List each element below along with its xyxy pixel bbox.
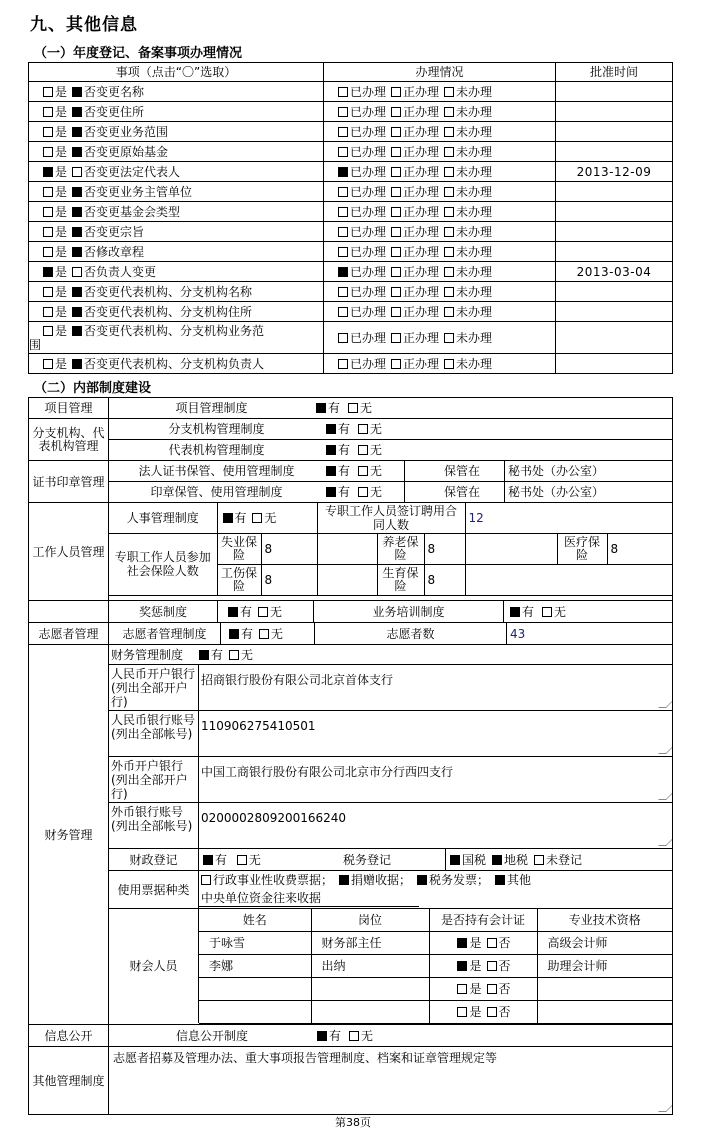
fx-account-label: 外币银行账号(列出全部帐号) (109, 803, 199, 848)
status-notdone-radio[interactable]: 未办理 (442, 357, 492, 371)
col-header-item: 事项（点击“〇”选取） (29, 63, 324, 82)
cert-no-radio[interactable]: 无 (356, 464, 382, 478)
staff-qualification[interactable] (537, 1000, 672, 1023)
item-label: 变更业务主管单位 (96, 184, 193, 199)
branch-system-label: 分支机构管理制度 (168, 422, 265, 436)
staff-post[interactable]: 财务部主任 (311, 931, 429, 954)
staff-mgmt-label: 工作人员管理 (29, 503, 109, 601)
fiscal-reg-label: 财政登记 (109, 849, 199, 870)
item-yes-radio[interactable]: 是 (41, 285, 67, 299)
volunteer-mgmt-label: 志愿者管理 (29, 623, 109, 645)
item-yes-radio[interactable]: 是 (41, 105, 67, 119)
medical-label: 医疗保险 (557, 533, 607, 564)
volunteer-count-label: 志愿者数 (315, 623, 507, 644)
rep-office-system-label: 代表机构管理制度 (168, 443, 265, 457)
hr-system-label: 人事管理制度 (109, 503, 217, 533)
item-no-radio[interactable]: 否 (70, 165, 96, 179)
seal-system-label: 印章保管、使用管理制度 (150, 485, 283, 499)
item-label-cont: 围 (29, 337, 42, 352)
donation-receipt-checkbox[interactable]: 捐赠收据； (337, 873, 411, 887)
item-yes-radio[interactable]: 是 (41, 245, 67, 259)
status-done-radio[interactable]: 已办理 (336, 225, 386, 239)
reward-system-label: 奖惩制度 (138, 604, 187, 619)
staff-post[interactable] (311, 977, 429, 1000)
project-mgmt-yes-radio[interactable]: 有 (314, 401, 340, 415)
staff-qualification[interactable] (537, 977, 672, 1000)
item-label: 变更业务范围 (96, 124, 169, 139)
status-notdone-radio[interactable]: 未办理 (442, 285, 492, 299)
status-done-radio[interactable]: 已办理 (336, 185, 386, 199)
status-doing-radio[interactable]: 正办理 (389, 245, 439, 259)
staff-name[interactable]: 李娜 (199, 954, 311, 977)
insurance-label: 专职工作人员参加社会保险人数 (109, 533, 217, 595)
national-tax-checkbox[interactable]: 国税 (448, 853, 486, 867)
staff-col-qual: 专业技术资格 (537, 909, 672, 931)
approval-date[interactable] (556, 142, 673, 162)
section-title: 九、其他信息 (30, 15, 138, 35)
project-mgmt-label: 项目管理 (29, 398, 109, 419)
staff-name[interactable] (199, 977, 311, 1000)
training-yes-radio[interactable]: 有 (508, 605, 534, 619)
finance-staff-table (199, 909, 672, 1024)
volunteer-count-value[interactable]: 43 (510, 626, 526, 641)
other-receipt-field[interactable]: 中央单位资金往来收据 (199, 889, 419, 907)
status-done-radio[interactable]: 已办理 (336, 165, 386, 179)
status-done-radio[interactable]: 已办理 (336, 357, 386, 371)
training-system-label: 业务培训制度 (313, 601, 503, 622)
cert-no-radio[interactable]: 否 (485, 1005, 511, 1019)
branch-mgmt-label: 分支机构、代表机构管理 (29, 419, 109, 461)
item-yes-radio[interactable]: 是 (41, 305, 67, 319)
finance-staff-row (199, 977, 672, 1000)
training-no-radio[interactable]: 无 (540, 605, 566, 619)
approval-date[interactable] (556, 354, 673, 374)
volunteer-yes-radio[interactable]: 有 (227, 627, 253, 641)
item-no-radio[interactable]: 否 (70, 85, 96, 99)
item-no-radio[interactable]: 否 (70, 265, 96, 279)
injury-value[interactable]: 8 (264, 572, 273, 587)
rep-office-yes-radio[interactable]: 有 (324, 443, 350, 457)
item-no-radio[interactable]: 否 (70, 285, 96, 299)
item-no-radio[interactable]: 否 (70, 225, 96, 239)
registration-row (29, 354, 673, 374)
cert-no-radio[interactable]: 否 (485, 959, 511, 973)
item-yes-radio[interactable]: 是 (41, 205, 67, 219)
approval-date[interactable] (556, 302, 673, 322)
registration-row (29, 322, 673, 354)
finance-staff-row (199, 931, 672, 954)
item-yes-radio[interactable]: 是 (41, 265, 67, 279)
status-doing-radio[interactable]: 正办理 (389, 265, 439, 279)
info-disclosure-label: 信息公开 (29, 1025, 109, 1047)
injury-label: 工伤保险 (218, 565, 262, 595)
registration-row (29, 122, 673, 142)
registration-row (29, 82, 673, 102)
page-number: 第38页 (335, 1116, 371, 1129)
rep-office-no-radio[interactable]: 无 (356, 443, 382, 457)
rmb-account-label: 人民币银行账号(列出全部帐号) (109, 711, 199, 756)
cert-keeper-value: 秘书处（办公室） (508, 464, 605, 478)
staff-name[interactable]: 于咏雪 (199, 931, 311, 954)
maternity-label: 生育保险 (377, 565, 425, 595)
cert-yes-radio[interactable]: 有 (324, 464, 350, 478)
approval-date[interactable] (556, 202, 673, 222)
finance-staff-row (199, 1000, 672, 1023)
item-yes-radio[interactable]: 是 (41, 145, 67, 159)
item-yes-radio[interactable]: 是 (41, 357, 67, 371)
rmb-account-field[interactable]: 110906275410501 (199, 711, 672, 756)
item-label: 变更代表机构、分支机构负责人 (96, 356, 265, 371)
tax-reg-label: 税务登记 (342, 852, 391, 867)
staff-col-cert: 是否持有会计证 (429, 909, 537, 931)
approval-date[interactable] (556, 82, 673, 102)
subsection-2-title: （二）内部制度建设 (34, 381, 152, 396)
registration-table (28, 62, 673, 374)
col-header-status: 办理情况 (324, 63, 556, 82)
item-label: 负责人变更 (96, 264, 157, 279)
cert-no-radio[interactable]: 否 (485, 982, 511, 996)
cert-yes-radio[interactable]: 是 (455, 936, 481, 950)
status-done-radio[interactable]: 已办理 (336, 105, 386, 119)
volunteer-no-radio[interactable]: 无 (257, 627, 283, 641)
status-notdone-radio[interactable]: 未办理 (442, 105, 492, 119)
staff-name[interactable] (199, 1000, 311, 1023)
status-doing-radio[interactable]: 正办理 (389, 357, 439, 371)
fiscal-no-radio[interactable]: 无 (235, 853, 261, 867)
hr-no-radio[interactable]: 无 (250, 511, 276, 525)
status-notdone-radio[interactable]: 未办理 (442, 85, 492, 99)
item-no-radio[interactable]: 否 (70, 305, 96, 319)
info-disclosure-system-label: 信息公开制度 (175, 1028, 248, 1043)
status-done-radio[interactable]: 已办理 (336, 305, 386, 319)
finance-staff-label: 财会人员 (109, 909, 199, 1023)
status-notdone-radio[interactable]: 未办理 (442, 331, 492, 345)
status-done-radio[interactable]: 已办理 (336, 331, 386, 345)
status-notdone-radio[interactable]: 未办理 (442, 185, 492, 199)
rmb-bank-field[interactable]: 招商银行股份有限公司北京首体支行 (199, 665, 672, 710)
approval-date[interactable] (556, 242, 673, 262)
registration-row (29, 302, 673, 322)
other-mgmt-field[interactable]: 志愿者招募及管理办法、重大事项报告管理制度、档案和证章管理规定等 (109, 1047, 673, 1115)
registration-row (29, 202, 673, 222)
status-done-radio[interactable]: 已办理 (336, 245, 386, 259)
status-doing-radio[interactable]: 正办理 (389, 105, 439, 119)
item-no-radio[interactable]: 否 (70, 324, 96, 338)
unemployment-label: 失业保险 (218, 534, 262, 564)
status-doing-radio[interactable]: 正办理 (389, 125, 439, 139)
staff-qualification[interactable]: 助理会计师 (537, 954, 672, 977)
cert-yes-radio[interactable]: 是 (455, 982, 481, 996)
status-done-radio[interactable]: 已办理 (336, 125, 386, 139)
item-no-radio[interactable]: 否 (70, 185, 96, 199)
registration-row (29, 142, 673, 162)
status-done-radio[interactable]: 已办理 (336, 265, 386, 279)
info-disclosure-no-radio[interactable]: 无 (347, 1029, 373, 1043)
local-tax-checkbox[interactable]: 地税 (490, 853, 528, 867)
seal-no-radio[interactable]: 无 (356, 485, 382, 499)
cert-yes-radio[interactable]: 是 (455, 1005, 481, 1019)
status-notdone-radio[interactable]: 未办理 (442, 245, 492, 259)
status-doing-radio[interactable]: 正办理 (389, 185, 439, 199)
seal-keeper-label: 保管在 (444, 485, 481, 499)
status-doing-radio[interactable]: 正办理 (389, 305, 439, 319)
item-no-radio[interactable]: 否 (70, 205, 96, 219)
branch-yes-radio[interactable]: 有 (324, 422, 350, 436)
volunteer-system-label: 志愿者管理制度 (109, 623, 221, 644)
item-no-radio[interactable]: 否 (70, 245, 96, 259)
status-done-radio[interactable]: 已办理 (336, 145, 386, 159)
status-doing-radio[interactable]: 正办理 (389, 165, 439, 179)
item-label: 变更代表机构、分支机构住所 (96, 304, 253, 319)
staff-post[interactable] (311, 1000, 429, 1023)
finance-staff-row (199, 954, 672, 977)
item-label: 变更原始基金 (96, 144, 169, 159)
approval-date[interactable] (556, 282, 673, 302)
contract-count-label: 专职工作人员签订聘用合同人数 (317, 503, 465, 533)
registration-row (29, 282, 673, 302)
item-label: 变更基金会类型 (96, 204, 181, 219)
finance-no-radio[interactable]: 无 (227, 648, 253, 662)
cert-no-radio[interactable]: 否 (485, 936, 511, 950)
item-label: 修改章程 (96, 244, 145, 259)
staff-col-name: 姓名 (199, 909, 311, 931)
project-mgmt-system-label: 项目管理制度 (175, 401, 248, 415)
registration-row (29, 102, 673, 122)
approval-date[interactable]: 2013-03-04 (556, 262, 673, 282)
status-doing-radio[interactable]: 正办理 (389, 331, 439, 345)
medical-value[interactable]: 8 (607, 533, 673, 564)
item-no-radio[interactable]: 否 (70, 125, 96, 139)
item-yes-radio[interactable]: 是 (41, 225, 67, 239)
subsection-1-title: （一）年度登记、备案事项办理情况 (34, 46, 243, 61)
contract-count-value[interactable]: 12 (465, 503, 673, 533)
cert-yes-radio[interactable]: 是 (455, 959, 481, 973)
finance-mgmt-label: 财务管理 (29, 645, 109, 1025)
item-label: 变更法定代表人 (96, 164, 181, 179)
cert-seal-label: 证书印章管理 (29, 461, 109, 503)
staff-col-post: 岗位 (311, 909, 429, 931)
status-done-radio[interactable]: 已办理 (336, 85, 386, 99)
fx-account-field[interactable]: 0200002809200166240 (199, 803, 672, 848)
status-notdone-radio[interactable]: 未办理 (442, 125, 492, 139)
fx-bank-label: 外币开户银行(列出全部开户行) (109, 757, 199, 802)
approval-date[interactable] (556, 102, 673, 122)
info-disclosure-yes-radio[interactable]: 有 (315, 1029, 341, 1043)
item-yes-radio[interactable]: 是 (41, 85, 67, 99)
admin-fee-receipt-checkbox[interactable]: 行政事业性收费票据； (199, 873, 333, 887)
seal-keeper-value: 秘书处（办公室） (508, 485, 605, 499)
status-notdone-radio[interactable]: 未办理 (442, 165, 492, 179)
item-label: 变更住所 (96, 104, 145, 119)
reward-no-radio[interactable]: 无 (256, 605, 282, 619)
status-doing-radio[interactable]: 正办理 (389, 205, 439, 219)
item-yes-radio[interactable]: 是 (41, 165, 67, 179)
maternity-value[interactable]: 8 (427, 572, 436, 587)
status-done-radio[interactable]: 已办理 (336, 285, 386, 299)
fx-bank-field[interactable]: 中国工商银行股份有限公司北京市分行西四支行 (199, 757, 672, 802)
approval-date[interactable] (556, 222, 673, 242)
staff-post[interactable]: 出纳 (311, 954, 429, 977)
hr-yes-radio[interactable]: 有 (221, 511, 247, 525)
other-receipt-checkbox[interactable]: 其他 (493, 873, 531, 887)
item-no-radio[interactable]: 否 (70, 145, 96, 159)
other-mgmt-label: 其他管理制度 (29, 1047, 109, 1115)
registration-row (29, 242, 673, 262)
registration-row (29, 162, 673, 182)
approval-date[interactable] (556, 122, 673, 142)
col-header-date: 批准时间 (556, 63, 673, 82)
status-doing-radio[interactable]: 正办理 (389, 145, 439, 159)
approval-date[interactable] (556, 182, 673, 202)
staff-qualification[interactable]: 高级会计师 (537, 931, 672, 954)
approval-date[interactable] (556, 322, 673, 354)
project-mgmt-no-radio[interactable]: 无 (346, 401, 372, 415)
rmb-bank-label: 人民币开户银行(列出全部开户行) (109, 665, 199, 710)
item-yes-radio[interactable]: 是 (41, 185, 67, 199)
approval-date[interactable]: 2013-12-09 (556, 162, 673, 182)
registration-row (29, 182, 673, 202)
status-doing-radio[interactable]: 正办理 (389, 285, 439, 299)
finance-system-label: 财务管理制度 (111, 647, 184, 662)
status-notdone-radio[interactable]: 未办理 (442, 225, 492, 239)
unemployment-value[interactable]: 8 (264, 541, 273, 556)
item-no-radio[interactable]: 否 (70, 357, 96, 371)
not-registered-checkbox[interactable]: 未登记 (532, 853, 582, 867)
internal-system-table (28, 397, 673, 1115)
registration-row (29, 262, 673, 282)
cert-keeper-label: 保管在 (444, 464, 481, 478)
status-notdone-radio[interactable]: 未办理 (442, 305, 492, 319)
status-done-radio[interactable]: 已办理 (336, 205, 386, 219)
finance-yes-radio[interactable]: 有 (197, 648, 223, 662)
fiscal-yes-radio[interactable]: 有 (201, 853, 227, 867)
item-label: 变更名称 (96, 84, 145, 99)
receipt-types-label: 使用票据种类 (109, 871, 199, 908)
item-yes-radio[interactable]: 是 (41, 125, 67, 139)
registration-row (29, 222, 673, 242)
item-yes-radio[interactable]: 是 (41, 324, 67, 338)
status-doing-radio[interactable]: 正办理 (389, 225, 439, 239)
reward-yes-radio[interactable]: 有 (226, 605, 252, 619)
tax-invoice-checkbox[interactable]: 税务发票； (415, 873, 489, 887)
branch-no-radio[interactable]: 无 (356, 422, 382, 436)
pension-label: 养老保险 (377, 534, 425, 564)
status-notdone-radio[interactable]: 未办理 (442, 265, 492, 279)
seal-yes-radio[interactable]: 有 (324, 485, 350, 499)
pension-value[interactable]: 8 (427, 541, 436, 556)
item-no-radio[interactable]: 否 (70, 105, 96, 119)
status-doing-radio[interactable]: 正办理 (389, 85, 439, 99)
status-notdone-radio[interactable]: 未办理 (442, 145, 492, 159)
item-label: 变更宗旨 (96, 224, 145, 239)
item-label: 变更代表机构、分支机构名称 (96, 284, 253, 299)
status-notdone-radio[interactable]: 未办理 (442, 205, 492, 219)
cert-system-label: 法人证书保管、使用管理制度 (138, 464, 295, 478)
item-label: 变更代表机构、分支机构业务范 (96, 323, 265, 338)
